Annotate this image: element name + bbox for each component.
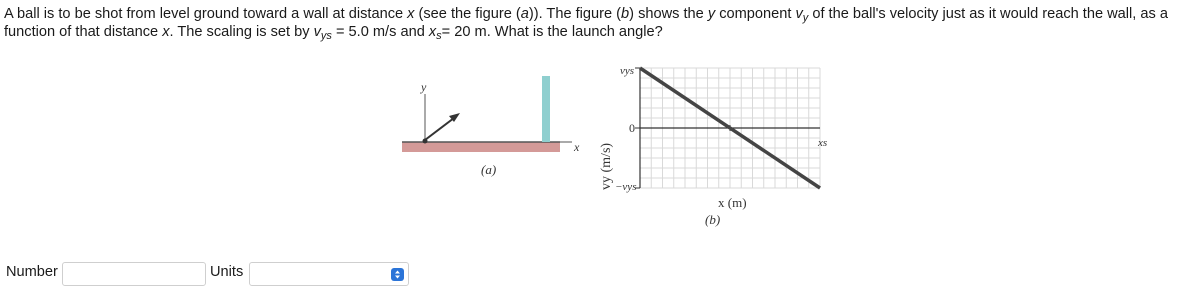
units-select[interactable] bbox=[249, 262, 409, 286]
figure-b bbox=[599, 65, 827, 227]
x-axis-label: x (m) bbox=[718, 195, 747, 210]
y-axis-label: vy (m/s) bbox=[599, 142, 614, 190]
select-arrows-icon bbox=[391, 268, 404, 281]
tick-xs: xs bbox=[818, 137, 828, 149]
ball bbox=[423, 139, 428, 144]
caption-b: (b) bbox=[705, 212, 721, 227]
tick-top: vys bbox=[620, 65, 635, 77]
launch-velocity-arrow bbox=[425, 118, 454, 140]
number-input[interactable] bbox=[62, 262, 206, 286]
figure-a bbox=[402, 76, 580, 177]
caption-a: (a) bbox=[481, 162, 497, 177]
units-label: Units bbox=[210, 264, 244, 280]
x-label-a: x bbox=[574, 140, 580, 154]
ground bbox=[402, 142, 560, 152]
question-text: A ball is to be shot from level ground toward a wall at distance x (see the figure (a)). The figure (b) shows the y component $v_y$ of the ball's velocity just as it would reach the wall, as a function of that distance x. The scaling is set by $v_{ys} = 5.0$ m/s and $x_s= 20$ m. What is the launch angle? bbox=[4, 6, 1168, 42]
number-label: Number bbox=[6, 264, 58, 280]
y-label-a: y bbox=[421, 80, 427, 94]
tick-bottom: −vys bbox=[615, 181, 637, 193]
tick-zero: 0 bbox=[629, 121, 635, 135]
wall bbox=[542, 76, 550, 142]
